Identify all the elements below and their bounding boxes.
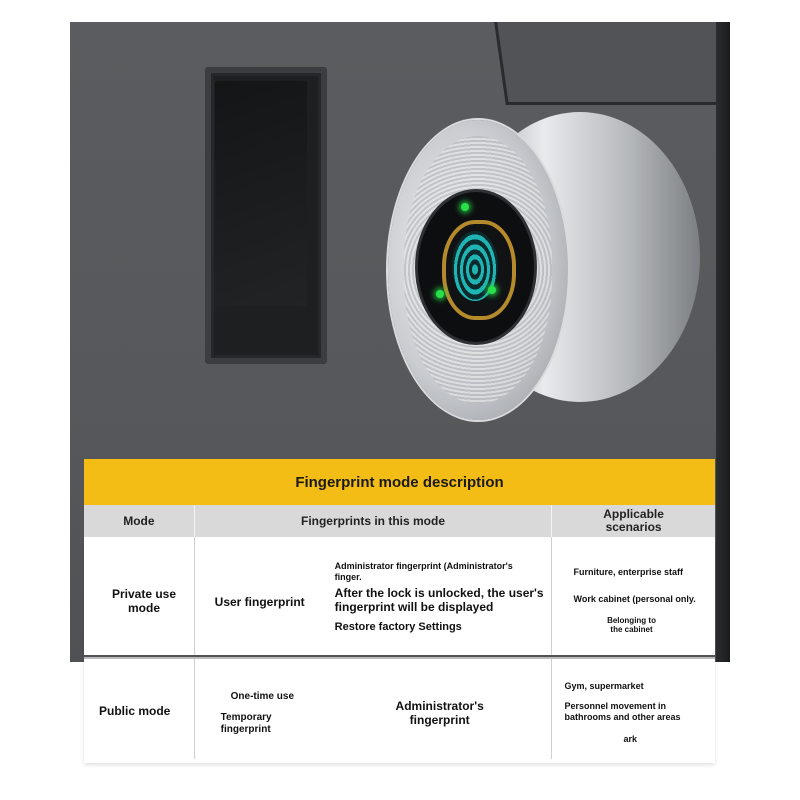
user-fingerprint-label: User fingerprint [214,595,305,609]
cell-public-mode [84,659,194,759]
temporary-fingerprint-label: Temporary fingerprint [220,712,272,735]
admin-fingerprint-note: Administrator fingerprint (Administrator's finger. [334,561,513,582]
table-row-private [84,537,715,655]
cell-public-fingerprints [194,659,551,759]
public-scenario-1: Gym, supermarket [564,681,644,691]
public-scenario-3: ark [623,734,638,744]
cell-private-mode [84,537,194,655]
restore-factory-settings: Restore factory Settings [334,621,462,633]
public-scenario-2: Personnel movement in bathrooms and other areas [564,701,681,722]
header-mode: Mode [123,513,155,528]
cabinet-recessed-handle [205,67,327,364]
table-header-row [84,505,715,537]
header-fingerprints: Fingerprints in this mode [194,505,551,537]
private-scenario-3: Belonging to the cabinet [607,616,656,634]
private-scenario-2: Work cabinet (personal only. [573,594,696,604]
one-time-use-label: One-time use [230,691,295,702]
private-mode-label: Private use mode [111,587,177,615]
header-scenarios: Applicable scenarios [551,505,715,537]
private-scenario-1: Furniture, enterprise staff [573,567,684,577]
cell-private-fingerprints [194,537,551,655]
cabinet-door-seam [494,22,730,105]
cell-private-scenarios [551,537,715,655]
public-mode-label: Public mode [99,704,171,718]
cabinet-edge [716,22,730,662]
led-indicator-right [488,286,496,294]
led-indicator-left [436,290,444,298]
mode-description-table [84,459,715,759]
table-title: Fingerprint mode description [84,459,715,505]
led-indicator-top [461,203,469,211]
cell-public-scenarios [551,659,715,759]
table-row-public [84,657,715,759]
admin-fingerprint-label: Administrator's fingerprint [395,699,484,727]
after-unlock-note: After the lock is unlocked, the user's fingerprint will be displayed [334,586,544,614]
